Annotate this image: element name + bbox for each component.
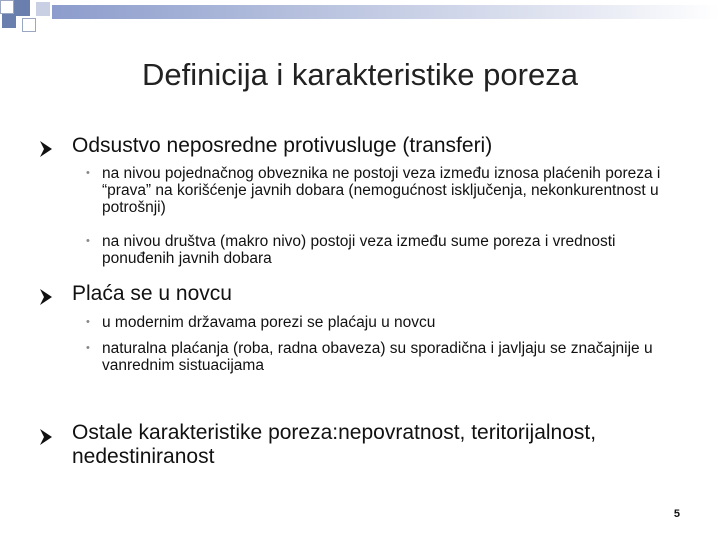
decor-square bbox=[36, 2, 50, 16]
sub-bullet-2-1: u modernim državama porezi se plaćaju u novcu bbox=[102, 314, 436, 331]
arrowhead-icon bbox=[40, 141, 52, 157]
decor-square bbox=[22, 18, 36, 32]
bullet-1-text: Odsustvo neposredne protivusluge (transferi) bbox=[72, 134, 493, 157]
dot-icon: • bbox=[86, 316, 90, 328]
decor-square bbox=[14, 0, 30, 16]
bullet-2-text: Plaća se u novcu bbox=[72, 282, 232, 305]
decor-square bbox=[2, 14, 16, 28]
page-number: 5 bbox=[673, 508, 680, 520]
header-band bbox=[52, 5, 720, 19]
sub-bullet-1-1: na nivou pojednačnog obveznika ne postoji veza između iznosa plaćenih poreza i “prava” na korišćenje javnih dobara (nemogućnost isključenja, nekonkurentnost u potrošnji) bbox=[102, 165, 661, 216]
dot-icon: • bbox=[86, 167, 90, 179]
sub-bullet-2-2: naturalna plaćanja (roba, radna obaveza) su sporadična i javljaju se značajnije u vanrednim sistuacijama bbox=[102, 340, 653, 374]
arrowhead-icon bbox=[40, 429, 52, 445]
dot-icon: • bbox=[86, 342, 90, 354]
arrowhead-icon bbox=[40, 289, 52, 305]
slide-title: Definicija i karakteristike poreza bbox=[142, 57, 578, 92]
dot-icon: • bbox=[86, 235, 90, 247]
decor-square bbox=[0, 0, 14, 14]
bullet-3-text: Ostale karakteristike poreza:nepovratnost, teritorijalnost, nedestiniranost bbox=[72, 421, 597, 468]
sub-bullet-1-2: na nivou društva (makro nivo) postoji veza između sume poreza i vrednosti ponuđenih javnih dobara bbox=[102, 233, 616, 267]
